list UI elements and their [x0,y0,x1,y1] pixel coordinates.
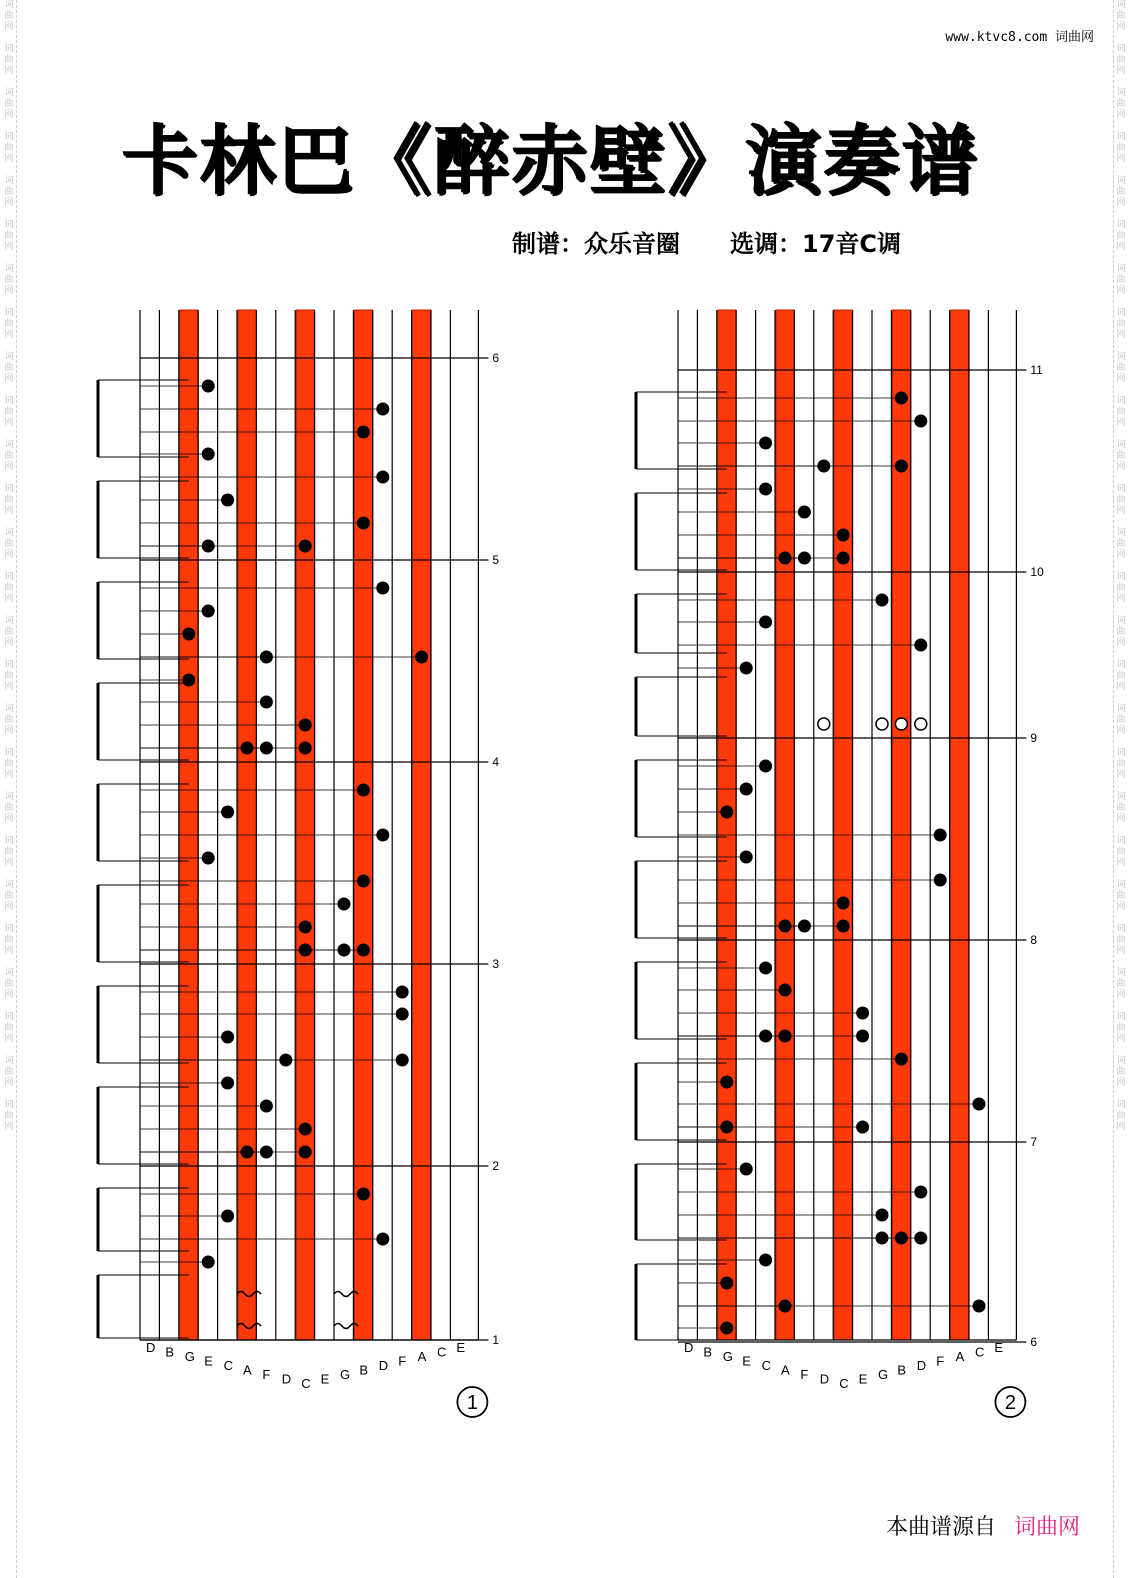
measure-number: 1 [492,1333,500,1347]
note-dot [376,582,389,595]
site-url[interactable]: www.ktvc8.com 词曲网 [945,30,1094,45]
note-dot [396,1008,409,1021]
measure-number: 11 [1030,363,1043,377]
tine-label: C [437,1344,447,1360]
score-meta [512,224,901,259]
note-dot [221,806,234,819]
note-dot [299,921,312,934]
measure-number: 7 [1030,1135,1038,1149]
note-dot [202,380,215,393]
tine-label: D [819,1371,830,1387]
kalimba-staff-2 [630,300,1050,1430]
note-dot [837,920,850,933]
measure-number: 9 [1030,731,1038,745]
note-dot [396,1054,409,1067]
note-dot [876,1209,889,1222]
measure-number: 6 [492,351,500,365]
note-dot [759,1254,772,1267]
note-dot [914,1232,927,1245]
note-dot [182,628,195,641]
staff-number: 1 [466,1392,478,1414]
tine-label: E [320,1371,330,1387]
note-dot [396,986,409,999]
note-dot [221,1210,234,1223]
highlight-tine [834,310,852,1340]
tine-label: D [146,1340,156,1355]
note-dot [299,742,312,755]
tine-label: F [936,1353,945,1369]
tine-label: D [281,1371,292,1387]
note-dot [260,1100,273,1113]
tine-label: A [955,1349,965,1364]
measure-number: 5 [492,553,500,567]
tine-label: C [839,1376,849,1391]
staff-number: 2 [1004,1392,1016,1414]
measure-number: 2 [492,1159,500,1173]
tine-label: A [781,1362,790,1378]
note-dot [973,1300,986,1313]
note-dot [720,806,733,819]
highlight-tine [296,310,314,1340]
note-dot [856,1030,869,1043]
tine-label: E [858,1371,868,1387]
kalimba-staff-1 [92,300,512,1430]
watermark-left: 词 曲 网 词 曲 网 词 曲 网 词 曲 网 词 曲 网 词 曲 网 词 曲 网 词 曲 网 词 曲 网 词 曲 网 词 曲 网 词 曲 网 词 曲 网 词 曲 网 词 曲 网 词 曲 网 词 曲 网 词 曲 网 词 曲 网 词 曲 网 词 曲 网 词 曲 网 词 曲 网 词 曲 网 词 曲 网 词 曲 网 [2,0,17,1578]
highlight-tine [180,310,198,1340]
note-dot [299,540,312,553]
note-dot [299,719,312,732]
measure-number: 10 [1030,565,1044,579]
note-dot [779,984,792,997]
note-dot [759,483,772,496]
note-dot [376,471,389,484]
tine-label: A [243,1362,252,1378]
measure-number: 4 [492,755,500,769]
note-dot [415,651,428,664]
measure-number: 6 [1030,1335,1038,1349]
note-dot [299,1123,312,1136]
note-dot [934,874,947,887]
note-dot [182,674,195,687]
tine-label: G [184,1349,195,1364]
note-dot [740,783,753,796]
tine-label: E [456,1340,466,1355]
highlight-tine [238,310,256,1340]
tine-label: F [398,1353,407,1369]
tine-label: B [165,1344,175,1360]
tine-label: C [301,1376,311,1391]
note-dot [895,460,908,473]
note-dot [221,1077,234,1090]
tine-label: B [703,1344,713,1360]
tine-label: D [916,1358,927,1373]
tine-label: D [378,1358,389,1373]
key-text: 选调：17音C调 [730,230,902,258]
tine-label: E [204,1353,213,1369]
note-dot [837,897,850,910]
tine-label: F [800,1367,809,1382]
note-dot [202,852,215,865]
note-dot [914,415,927,428]
tine-label: E [742,1353,751,1369]
note-dot [260,696,273,709]
open-note [818,718,830,730]
watermark-right: 词 曲 网 词 曲 网 词 曲 网 词 曲 网 词 曲 网 词 曲 网 词 曲 网 词 曲 网 词 曲 网 词 曲 网 词 曲 网 词 曲 网 词 曲 网 词 曲 网 词 曲 网 词 曲 网 词 曲 网 词 曲 网 词 曲 网 词 曲 网 词 曲 网 词 曲 网 词 曲 网 词 曲 网 词 曲 网 词 曲 网 [1113,0,1128,1578]
footer-prefix: 本曲谱源自 [885,1515,996,1540]
tine-label: G [340,1367,351,1382]
open-note [895,718,907,730]
measure-number: 8 [1030,933,1038,947]
open-note [915,718,927,730]
note-dot [720,1076,733,1089]
tine-label: C [223,1358,233,1373]
note-dot [759,962,772,975]
open-note [876,718,888,730]
note-dot [376,403,389,416]
note-dot [876,594,889,607]
note-dot [202,1256,215,1269]
note-dot [338,898,351,911]
note-dot [357,784,370,797]
note-dot [376,1233,389,1246]
note-dot [914,639,927,652]
note-dot [759,437,772,450]
note-dot [221,494,234,507]
highlight-tine [718,310,736,1340]
tine-label: C [761,1358,771,1373]
note-dot [357,1188,370,1201]
footer-brand[interactable]: 词曲网 [1013,1515,1080,1540]
note-dot [973,1098,986,1111]
note-dot [914,1186,927,1199]
note-dot [759,760,772,773]
note-dot [357,426,370,439]
tine-label: B [359,1362,369,1378]
tine-label: B [897,1362,907,1378]
tine-label: D [684,1340,694,1355]
note-dot [202,448,215,461]
note-dot [856,1121,869,1134]
tine-label: E [994,1340,1004,1355]
note-dot [299,1146,312,1159]
note-dot [221,1031,234,1044]
note-dot [759,616,772,629]
note-dot [202,605,215,618]
note-dot [357,944,370,957]
highlight-tine [354,310,372,1340]
note-dot [895,1053,908,1066]
footer-source [886,1510,1080,1541]
note-dot [740,1163,753,1176]
highlight-tine [413,310,431,1340]
note-dot [357,875,370,888]
note-dot [720,1322,733,1335]
note-dot [740,662,753,675]
highlight-tine [776,310,794,1340]
note-dot [856,1007,869,1020]
note-dot [376,829,389,842]
tine-label: C [975,1344,985,1360]
note-dot [357,517,370,530]
tine-label: A [417,1349,427,1364]
tine-label: G [878,1367,889,1382]
note-dot [798,506,811,519]
highlight-tine [951,310,969,1340]
credit-text: 制谱：众乐音圈 [512,230,680,258]
note-dot [934,829,947,842]
tine-label: G [722,1349,733,1364]
note-dot [720,1277,733,1290]
tine-label: F [262,1367,271,1382]
note-dot [837,529,850,542]
note-dot [895,392,908,405]
note-dot [740,851,753,864]
measure-number: 3 [492,957,500,971]
page-title: 卡林巴《醉赤壁》演奏谱 [121,116,979,205]
note-dot [837,552,850,565]
